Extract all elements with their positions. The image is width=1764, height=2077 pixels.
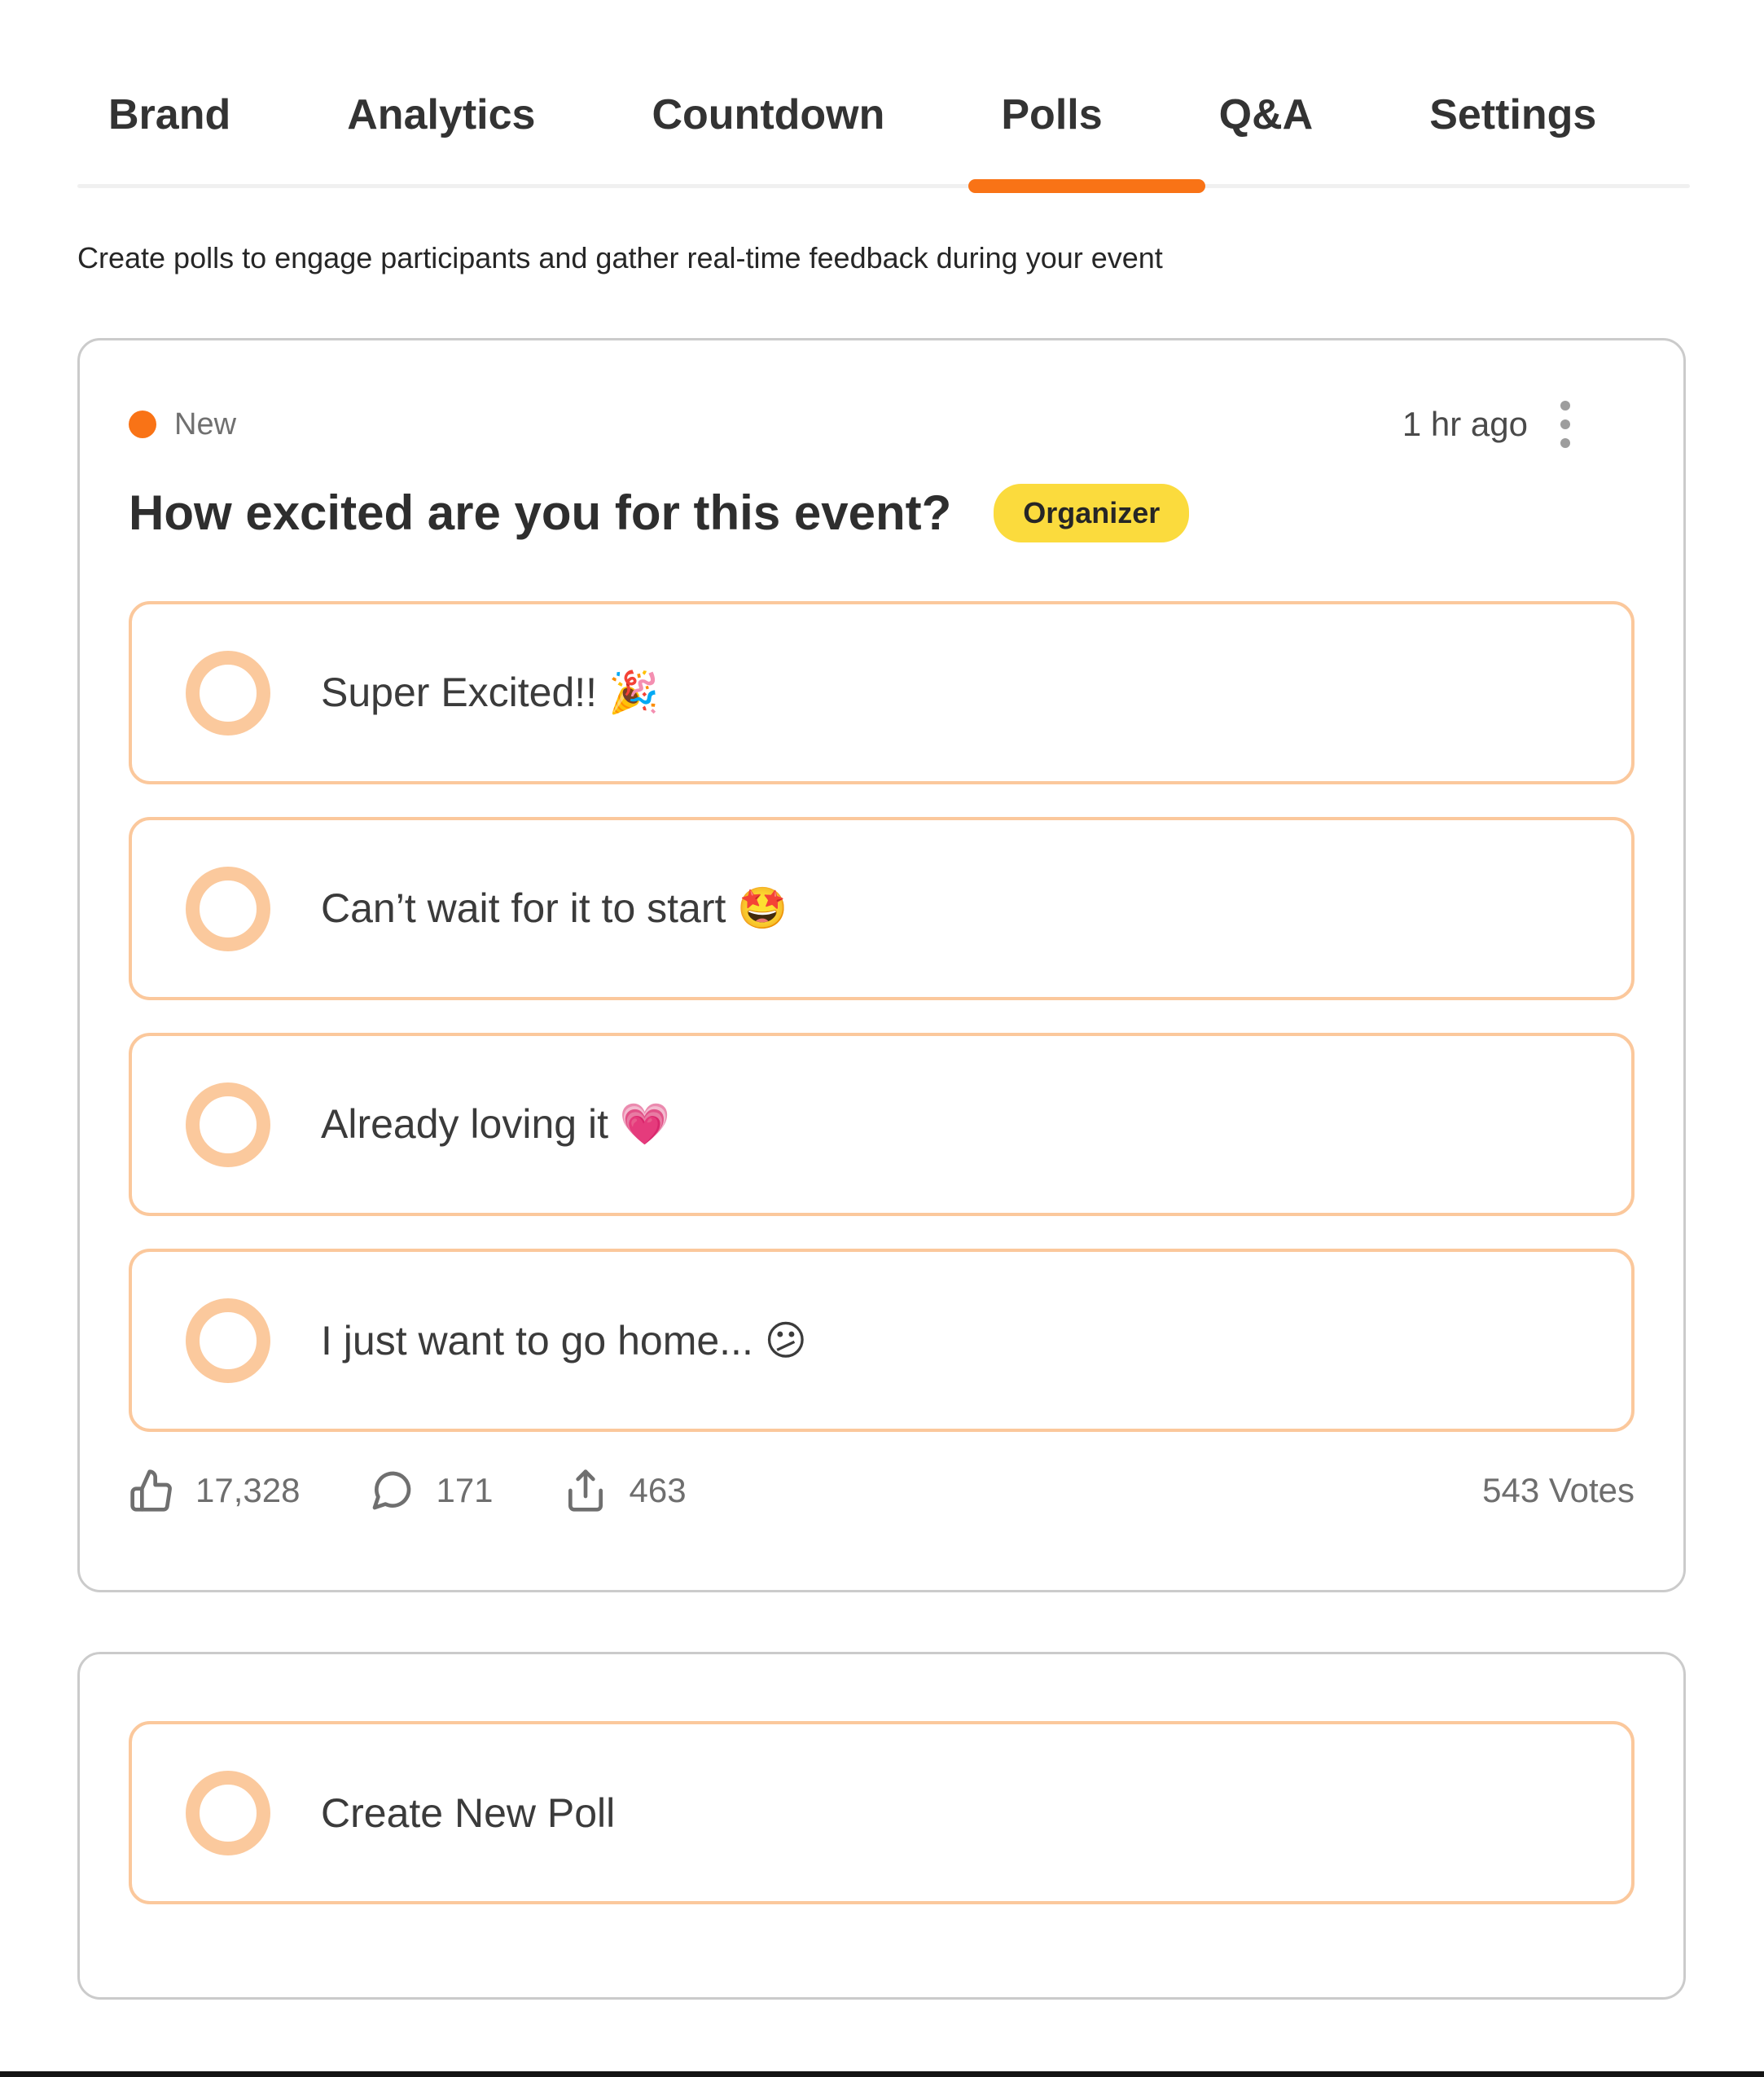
like-count: 17,328 (195, 1471, 301, 1509)
share-button[interactable] (563, 1468, 687, 1513)
organizer-badge: Organizer (994, 484, 1189, 542)
poll-option-3[interactable] (129, 1033, 1635, 1216)
radio-button-icon[interactable] (186, 1298, 270, 1383)
votes-count: 543 Votes (1482, 1471, 1635, 1509)
screen-bottom-edge (0, 2071, 1764, 2077)
poll-option-label: Can’t wait for it to start 🤩 (321, 885, 788, 931)
poll-option-2[interactable] (129, 817, 1635, 1000)
share-count: 463 (629, 1471, 687, 1509)
tab-countdown[interactable]: Countdown (652, 91, 885, 138)
comment-count: 171 (436, 1471, 494, 1509)
new-status-label: New (174, 406, 237, 441)
tab-analytics[interactable]: Analytics (347, 91, 536, 138)
radio-button-icon[interactable] (186, 651, 270, 736)
like-button[interactable] (129, 1468, 300, 1513)
tab-bar (108, 86, 1596, 143)
poll-option-1[interactable] (129, 601, 1635, 784)
poll-card-footer (129, 1464, 1635, 1517)
poll-option-label: I just want to go home... 😕 (321, 1317, 807, 1363)
create-new-poll-option[interactable] (129, 1721, 1635, 1904)
comment-icon (369, 1468, 415, 1513)
poll-options-list (129, 601, 1635, 1432)
poll-header-right (1402, 397, 1573, 451)
tab-bar-divider (77, 184, 1690, 188)
radio-button-icon[interactable] (186, 1082, 270, 1167)
create-poll-card (77, 1652, 1686, 2000)
share-icon (563, 1468, 608, 1513)
poll-question: How excited are you for this event? (129, 485, 952, 540)
poll-card (77, 338, 1686, 1592)
page-description: Create polls to engage participants and gather real-time feedback during your event (77, 241, 1163, 274)
poll-title-row (129, 484, 1635, 542)
tab-settings[interactable]: Settings (1429, 91, 1597, 138)
radio-button-icon[interactable] (186, 1771, 270, 1855)
radio-button-icon[interactable] (186, 867, 270, 951)
more-menu-icon[interactable] (1557, 397, 1573, 451)
poll-option-label: Super Excited!! 🎉 (321, 670, 660, 715)
status-badge (129, 407, 236, 442)
tab-q-a[interactable]: Q&A (1218, 91, 1314, 138)
active-tab-underline (968, 179, 1205, 193)
new-status-dot-icon (129, 411, 156, 438)
poll-option-label: Already loving it 💗 (321, 1101, 671, 1147)
thumbs-up-icon (129, 1468, 174, 1513)
tab-polls[interactable]: Polls (1001, 91, 1103, 138)
poll-card-header (129, 404, 1635, 445)
timestamp: 1 hr ago (1402, 405, 1528, 443)
tab-brand[interactable]: Brand (108, 91, 231, 138)
poll-option-4[interactable] (129, 1249, 1635, 1432)
comment-button[interactable] (369, 1468, 493, 1513)
create-new-poll-label: Create New Poll (321, 1789, 616, 1836)
